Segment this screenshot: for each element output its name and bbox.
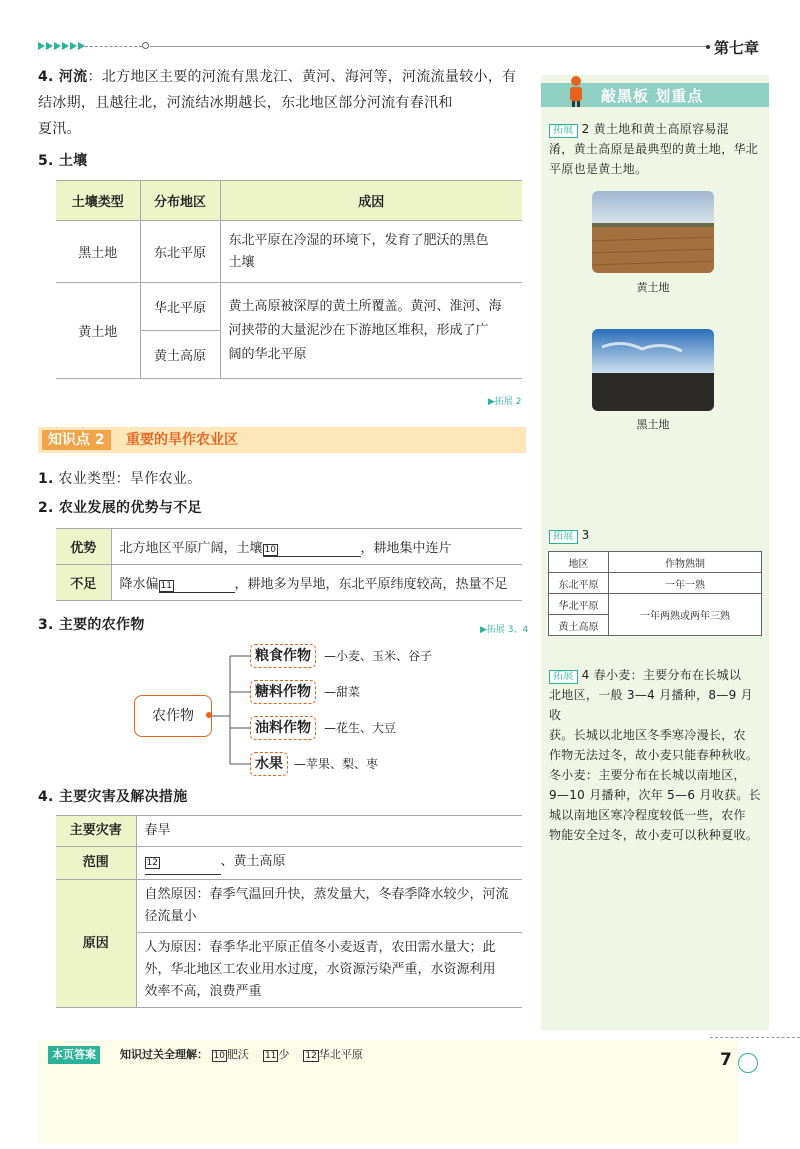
crop-table-region-2: 华北平原: [549, 594, 609, 615]
answer-1: 10 肥沃: [213, 1048, 249, 1061]
crop-items-sugar: —甜菜: [324, 685, 361, 699]
header-rule: [150, 46, 710, 47]
answer-2: 11 少: [264, 1048, 290, 1061]
ext4-line-7: 城以南地区寒冷程度较低一些，农作: [549, 808, 746, 822]
ext2-tag: 拓展: [549, 124, 578, 138]
soil-header-region: 分布地区: [140, 181, 220, 221]
rivers-line-3: 夏汛。: [38, 121, 81, 137]
ext4-line-4: 作物无法过冬，故小麦只能春种秋收。: [549, 748, 759, 762]
teacher-icon: [565, 75, 587, 107]
answer-label: 知识过关全理解：: [120, 1048, 208, 1061]
soil-yellow-cause-line-1: 黄土高原被深厚的黄土所覆盖。黄河、淮河、海: [228, 298, 502, 314]
sidebar-header: [541, 83, 769, 107]
ext3-note: [549, 525, 590, 545]
sidebar-header-text: 敲黑板 划重点: [601, 87, 704, 105]
black-soil-photo: [592, 329, 714, 411]
human-cause-line-3: 效率不高，浪费严重: [144, 984, 262, 999]
disaster-row2-rest: 、黄土高原: [220, 854, 286, 869]
blank-11-number: 11: [160, 580, 172, 591]
crop-node-fruit: 水果: [250, 752, 288, 776]
rivers-line-1-rest: ：北方地区主要的河流有黑龙江、黄河、海河等，河流流量较小，有: [87, 69, 517, 85]
ext4-line-2: 北地区，一般 3—4 月播种，8—9 月收: [549, 688, 753, 722]
answer-tag: 本页答案: [48, 1046, 100, 1064]
ext4-line-3: 获。长城以北地区冬季寒冷漫长，农: [549, 728, 746, 742]
soil-header-cause: 成因: [220, 181, 522, 221]
header-dotted-line: [80, 46, 142, 47]
advantage-text-1: 北方地区平原广阔，土壤: [119, 540, 263, 556]
ext4-note: [549, 665, 765, 845]
soil-yellow-region-2: 黄土高原: [140, 331, 220, 379]
rivers-line-1: 4. 河流：北方地区主要的河流有黑龙江、黄河、海河等，河流流量较小，有: [38, 69, 517, 85]
header-circle-icon: [142, 42, 149, 49]
disaster-table: [56, 815, 522, 1008]
soil-black-region: 东北平原: [140, 221, 220, 283]
shortage-text-2: ，耕地多为旱地，东北平原纬度较高，热量不足: [234, 576, 508, 592]
adv-heading: 2. 农业发展的优势与不足: [38, 500, 202, 516]
disaster-row1-label: 主要灾害: [56, 816, 136, 847]
advantage-label: 优势: [56, 529, 111, 565]
crop-items-oil: —花生、大豆: [324, 721, 397, 735]
blank-11[interactable]: [159, 577, 235, 593]
crop-table-header-system: 作物熟制: [609, 552, 762, 573]
soil-black-type: 黑土地: [56, 221, 140, 283]
soil-extension-link[interactable]: ▶拓展 2: [488, 397, 522, 407]
ext4-num: 4: [581, 668, 590, 682]
agri-type-line: 1. 农业类型：旱作农业。: [38, 471, 202, 487]
blank-12[interactable]: [145, 851, 221, 875]
page-number: 7: [720, 1050, 732, 1070]
answer-band: [38, 1040, 738, 1144]
advantage-text: [111, 529, 522, 565]
soil-yellow-region-1: 华北平原: [140, 283, 220, 331]
blank-12-number: 12: [146, 858, 158, 868]
knowledge-point-banner: [38, 427, 526, 453]
soil-yellow-cause-line-2: 河挟带的大量泥沙在下游地区堆积，形成了广: [228, 322, 489, 338]
black-soil-caption: 黑土地: [636, 418, 670, 431]
soil-table: [56, 180, 522, 379]
crop-table-system-2: 一年两熟或两年三熟: [609, 594, 762, 636]
disaster-row1-text: 春旱: [136, 816, 522, 847]
ext4-line-1: 春小麦：主要分布在长城以: [593, 668, 742, 682]
crop-node-sugar: 糖料作物: [250, 680, 316, 704]
rivers-paragraph: [38, 64, 528, 142]
ext4-tag: 拓展: [549, 670, 578, 684]
advantage-text-2: ，耕地集中连片: [360, 540, 452, 556]
advantage-table: [56, 528, 522, 601]
ext4-line-8: 物能安全过冬，故小麦可以秋种夏收。: [549, 828, 759, 842]
crops-extension-link[interactable]: ▶拓展 3、4: [480, 625, 529, 635]
human-cause-line-2: 外，华北地区工农业用水过度，水资源污染严重，水资源利用: [144, 962, 496, 977]
ext2-num: 2: [581, 122, 590, 136]
soil-header-type: 土壤类型: [56, 181, 140, 221]
ext3-num: 3: [581, 528, 590, 542]
crop-items-grain: —小麦、玉米、谷子: [324, 649, 433, 663]
ext2-note: [549, 119, 765, 179]
disaster-row3-label: 原因: [56, 880, 136, 1008]
knowledge-point-tag: 知识点 2: [42, 430, 111, 450]
ext2-line-2: 淆，黄土高原是最典型的黄土地，华北: [549, 142, 759, 156]
blank-10[interactable]: [263, 541, 361, 557]
soil-yellow-cause: [220, 283, 522, 379]
crop-table-region-1: 东北平原: [549, 573, 609, 594]
knowledge-point-title: 重要的旱作农业区: [126, 432, 238, 448]
header-arrows: [38, 42, 85, 50]
soil-heading: 5. 土壤: [38, 153, 88, 169]
crops-heading: 3. 主要的农作物: [38, 617, 145, 633]
natural-cause-line-2: 径流量小: [144, 909, 197, 924]
crops-mindmap: [134, 640, 534, 780]
natural-cause-line-1: 自然原因：春季气温回升快，蒸发量大，冬春季降水较少，河流: [144, 887, 509, 902]
crop-table-header-region: 地区: [549, 552, 609, 573]
shortage-label: 不足: [56, 565, 111, 601]
yellow-soil-photo: [592, 191, 714, 273]
crop-items-fruit: —苹果、梨、枣: [294, 757, 379, 771]
soil-yellow-type: 黄土地: [56, 283, 140, 379]
crop-system-table: [548, 551, 762, 636]
disaster-heading: 4. 主要灾害及解决措施: [38, 789, 188, 805]
ext4-line-6: 9—10 月播种，次年 5—6 月收获。长: [549, 788, 761, 802]
yellow-soil-caption: 黄土地: [636, 281, 670, 294]
disaster-human-cause: [136, 933, 522, 1008]
page-number-rule: [710, 1037, 800, 1038]
rivers-line-2: 结冰期，且越往北，河流结冰期越长，东北地区部分河流有春汛和: [38, 95, 453, 111]
crops-root-dot: [206, 712, 212, 718]
blank-10-number: 10: [264, 544, 276, 555]
answer-text: [120, 1048, 363, 1063]
page-clock-icon: [738, 1053, 758, 1073]
ext4-line-5: 冬小麦：主要分布在长城以南地区，: [549, 768, 746, 782]
human-cause-line-1: 人为原因：春季华北平原正值冬小麦返青，农田需水量大；此: [144, 940, 496, 955]
disaster-natural-cause: [136, 880, 522, 933]
shortage-text-1: 降水偏: [119, 576, 159, 592]
crop-table-region-3: 黄土高原: [549, 615, 609, 636]
answer-3: 12 华北平原: [305, 1048, 363, 1061]
crop-node-oil: 油料作物: [250, 716, 316, 740]
ext2-line-3: 平原也是黄土地。: [549, 162, 648, 176]
crops-root-node: 农作物: [134, 695, 212, 737]
ext2-line-1: 黄土地和黄土高原容易混: [593, 122, 729, 136]
chapter-title: 第七章: [714, 39, 760, 57]
crop-table-system-1: 一年一熟: [609, 573, 762, 594]
shortage-text: [111, 565, 522, 601]
disaster-row2-label: 范围: [56, 847, 136, 880]
chapter-bullet: [706, 45, 710, 49]
soil-yellow-cause-line-3: 阔的华北平原: [228, 346, 307, 362]
disaster-row2-text: [136, 847, 522, 880]
soil-black-cause-line-2: 土壤: [228, 254, 255, 270]
ext3-tag: 拓展: [549, 530, 578, 544]
soil-black-cause-line-1: 东北平原在冷湿的环境下，发育了肥沃的黑色: [228, 232, 489, 248]
soil-black-cause: [220, 221, 522, 283]
crop-node-grain: 粮食作物: [250, 644, 316, 668]
